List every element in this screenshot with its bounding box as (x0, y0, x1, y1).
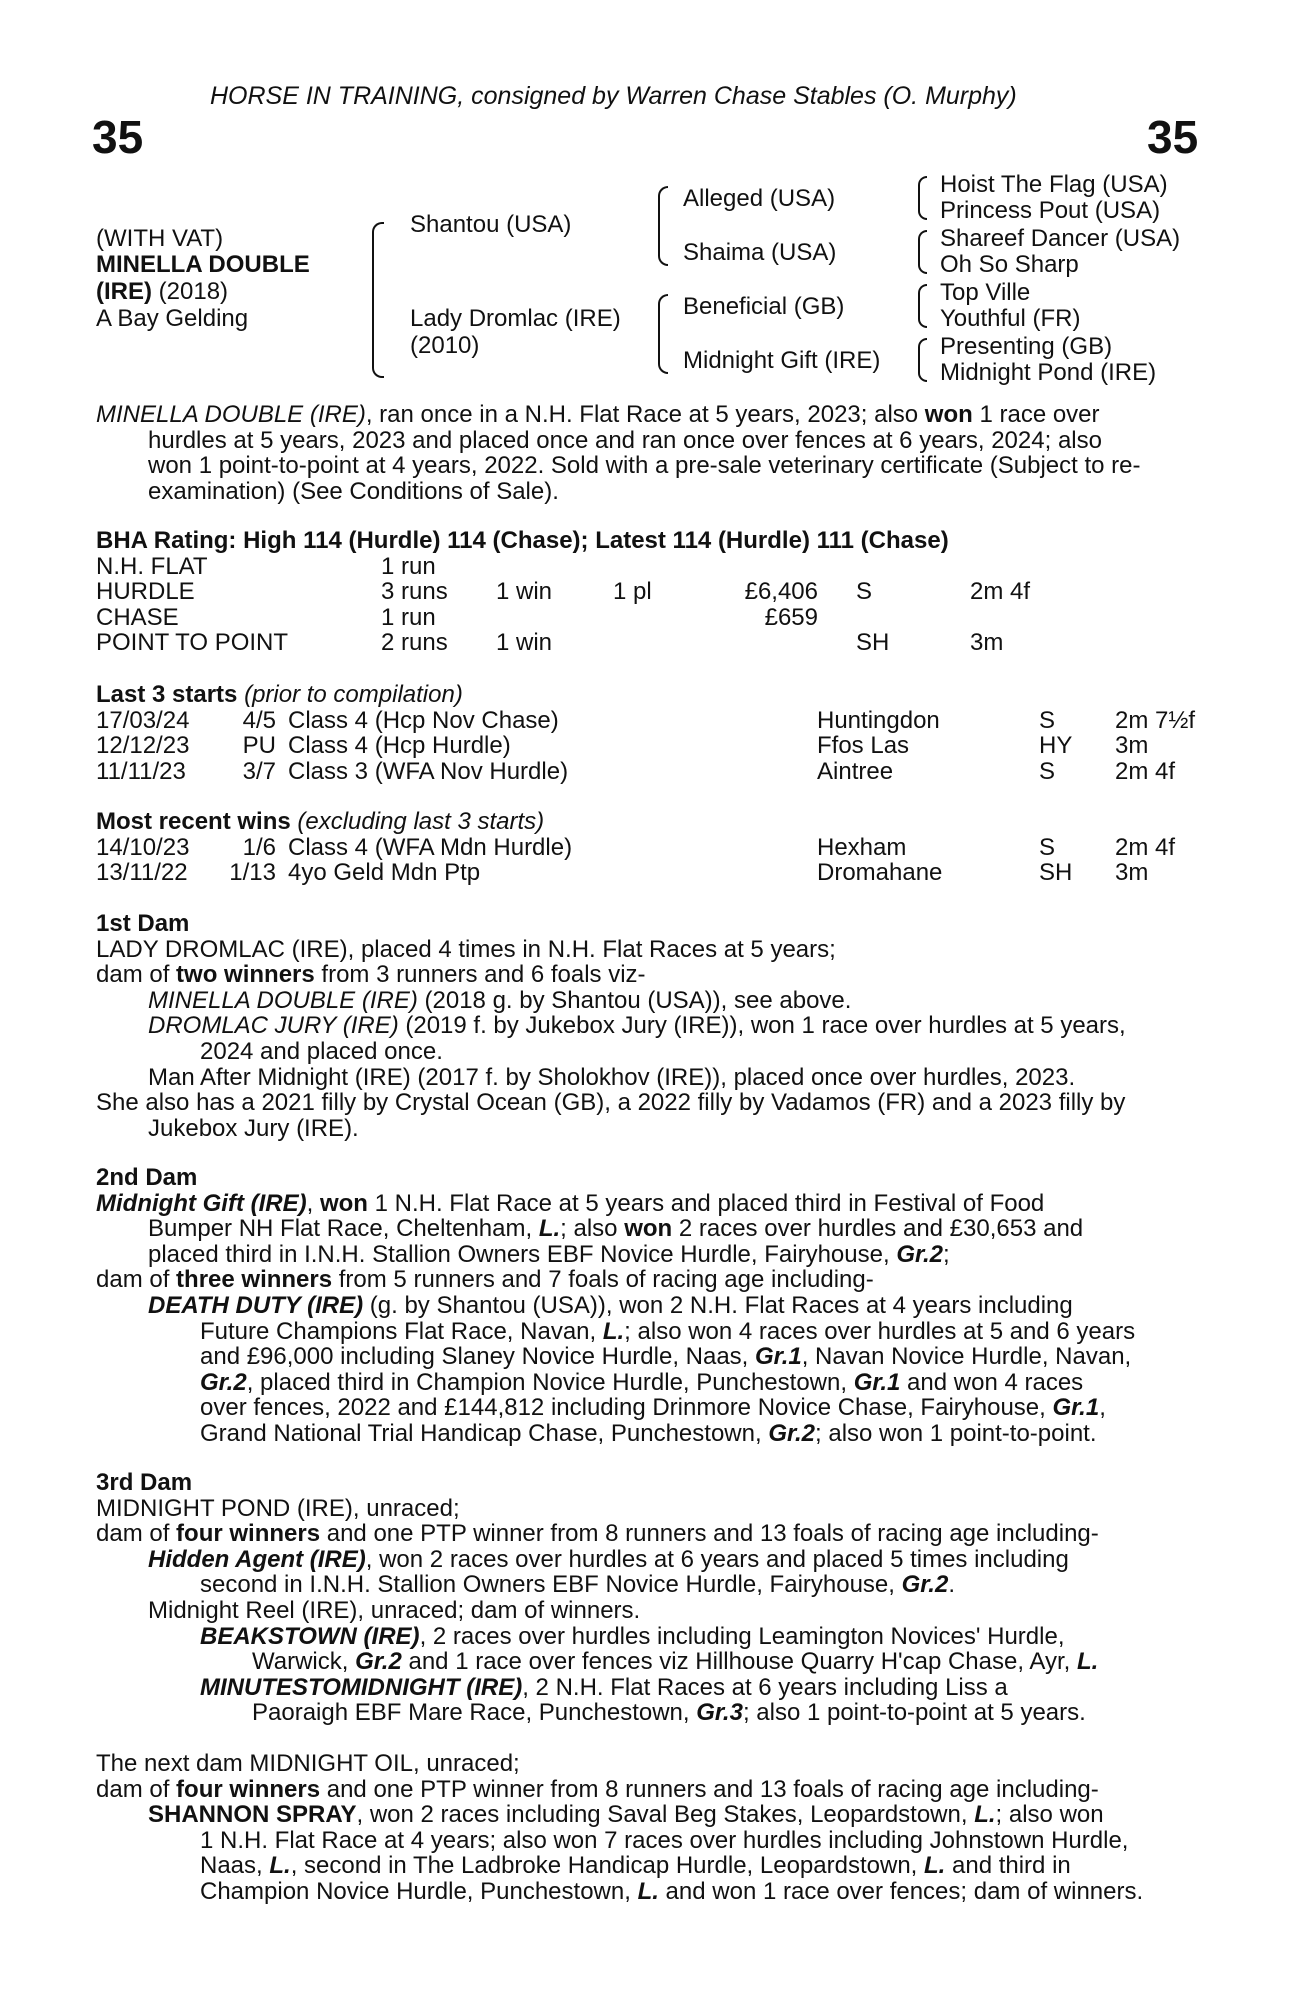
bracket-gen1 (372, 222, 384, 378)
text-line: Jukebox Jury (IRE). (148, 1114, 359, 1142)
horse-origin (96, 279, 228, 305)
grade: Gr.2 (355, 1648, 402, 1676)
cell-runs: 3 runs (381, 578, 448, 606)
text: , second in The Ladbroke Handicap Hurdle, Leopardstown, (290, 1852, 924, 1880)
cell-course: Hexham (817, 833, 907, 861)
text-line: 1 N.H. Flat Race at 4 years; also won 7 races over hurdles including Johnstown Hurdle, (200, 1826, 1129, 1854)
race-summary (96, 402, 1206, 504)
text: 1 race over (972, 401, 1100, 428)
text: , 2 races over hurdles including Leamington Novices' Hurdle, (419, 1622, 1065, 1650)
bracket-sire (658, 186, 668, 266)
cell-date: 17/03/24 (96, 706, 190, 734)
winner-name: Hidden Agent (IRE) (148, 1545, 366, 1573)
text: ; (943, 1240, 950, 1268)
rating-table (96, 554, 1206, 656)
cell-race: Class 3 (WFA Nov Hurdle) (288, 757, 569, 785)
cell-race: 4yo Geld Mdn Ptp (288, 859, 481, 887)
cell-dist: 3m (970, 629, 1004, 657)
cell-race: Class 4 (Hcp Nov Chase) (288, 706, 559, 734)
text-line: won 1 point-to-point at 4 years, 2022. Sold with a pre-sale veterinary certificate (Subject to re- (148, 452, 1141, 480)
cell-type: HURDLE (96, 578, 195, 606)
horse-description: A Bay Gelding (96, 305, 249, 332)
cell-date: 13/11/22 (96, 859, 188, 887)
cell-pos: 1/13 (229, 859, 276, 887)
cell-going: SH (856, 629, 890, 657)
recent-wins-heading: Most recent wins (96, 808, 291, 835)
text: Grand National Trial Handicap Chase, Punchestown, (200, 1419, 769, 1447)
lot-number-left: 35 (92, 111, 144, 163)
bracket-ggp-1 (918, 176, 927, 220)
winner-name: BEAKSTOWN (IRE) (200, 1622, 420, 1650)
text-line: Man After Midnight (IRE) (2017 f. by Sholokhov (IRE)), placed once over hurdles, 2023. (148, 1063, 1076, 1091)
text: Future Champions Flat Race, Navan, (200, 1317, 603, 1345)
text: 2 races over hurdles and £30,653 and (672, 1215, 1084, 1243)
great-grandparent: Shareef Dancer (USA) (940, 225, 1181, 252)
first-dam-section (96, 911, 1206, 1141)
grade: L. (1076, 1648, 1099, 1676)
cell-course: Ffos Las (817, 732, 910, 760)
second-dam-section (96, 1165, 1206, 1447)
bold-text: three winners (176, 1266, 333, 1294)
cell-course: Huntingdon (817, 706, 940, 734)
great-grandparent: Presenting (GB) (940, 333, 1113, 360)
cell-wins: 1 win (496, 629, 553, 657)
text: , Navan Novice Hurdle, Navan, (801, 1343, 1132, 1371)
horse-name: MINELLA DOUBLE (96, 251, 310, 278)
cell-pos: PU (242, 732, 276, 760)
text: ; also 1 point-to-point at 5 years. (742, 1699, 1086, 1727)
cell-dist: 3m (1115, 732, 1149, 760)
cell-date: 14/10/23 (96, 833, 190, 861)
text-line: MIDNIGHT POND (IRE), unraced; (96, 1494, 460, 1522)
bha-rating-section (96, 528, 1206, 656)
grade: L. (924, 1852, 946, 1880)
cell-date: 11/11/23 (96, 757, 186, 785)
vat-note: (WITH VAT) (96, 225, 224, 252)
second-dam-heading: 2nd Dam (96, 1164, 198, 1191)
text: placed third in I.N.H. Stallion Owners EBF Novice Hurdle, Fairyhouse, (148, 1240, 897, 1268)
dam-year: (2010) (410, 332, 480, 359)
cell-runs: 2 runs (381, 629, 448, 657)
cell-going: S (1039, 833, 1056, 861)
text: ; also won 1 point-to-point. (815, 1419, 1097, 1447)
grade: Gr.1 (755, 1343, 802, 1371)
text: ; also won (995, 1801, 1104, 1829)
text: and £96,000 including Slaney Novice Hurdle, Naas, (200, 1343, 756, 1371)
text: dam of (96, 1775, 177, 1803)
table-row (96, 605, 1206, 631)
text: , won 2 races over hurdles at 6 years and placed 5 times including (365, 1545, 1069, 1573)
third-dam-section (96, 1470, 1206, 1726)
horse-suffix: (IRE) (96, 278, 152, 305)
table-row (96, 630, 1206, 656)
grade: Gr.3 (696, 1699, 743, 1727)
grade: Gr.2 (768, 1419, 816, 1447)
great-grandparent: Oh So Sharp (940, 251, 1079, 278)
great-grandparent: Midnight Pond (IRE) (940, 359, 1157, 386)
cell-going: HY (1039, 732, 1073, 760)
great-grandparent: Hoist The Flag (USA) (940, 171, 1168, 198)
last-3-table (96, 708, 1206, 785)
text: and won 1 race over fences; dam of winners. (658, 1877, 1144, 1905)
cell-race: Class 4 (Hcp Hurdle) (288, 732, 511, 760)
text-line: The next dam MIDNIGHT OIL, unraced; (96, 1750, 520, 1777)
bracket-ggp-3 (918, 284, 927, 328)
text: over fences, 2022 and £144,812 including Drinmore Novice Chase, Fairyhouse, (200, 1394, 1053, 1422)
bha-rating-heading: BHA Rating: High 114 (Hurdle) 114 (Chase); Latest 114 (Hurdle) 111 (Chase) (96, 527, 949, 554)
cell-pos: 3/7 (242, 757, 276, 785)
text: (g. by Shantou (USA)), won 2 N.H. Flat Races at 4 years including (363, 1291, 1073, 1319)
text: Warwick, (252, 1648, 356, 1676)
winner-name: SHANNON SPRAY (148, 1801, 357, 1829)
lot-number-right: 35 (1147, 111, 1199, 163)
text: (2019 f. by Jukebox Jury (IRE)), won 1 race over hurdles at 5 years, (398, 1012, 1126, 1040)
bracket-ggp-4 (918, 338, 927, 382)
bracket-dam (658, 294, 668, 374)
grade: Gr.2 (896, 1240, 944, 1268)
granddam-paternal: Shaima (USA) (683, 239, 837, 266)
cell-type: POINT TO POINT (96, 629, 289, 657)
cell-course: Aintree (817, 757, 894, 785)
cell-wins: 1 win (496, 578, 553, 606)
text: and won 4 races (900, 1368, 1084, 1396)
text: , won 2 races including Saval Beg Stakes, Leopardstown, (356, 1801, 975, 1829)
recent-wins-note: (excluding last 3 starts) (290, 808, 545, 835)
grandsire-paternal: Alleged (USA) (683, 185, 836, 212)
text: Naas, (200, 1852, 270, 1880)
great-grandparent: Princess Pout (USA) (940, 197, 1161, 224)
cell-dist: 2m 4f (970, 578, 1031, 606)
cell-going: SH (1039, 859, 1073, 887)
cell-dist: 2m 4f (1115, 833, 1176, 861)
winner-name: MINUTESTOMIDNIGHT (IRE) (200, 1673, 523, 1701)
sire: Shantou (USA) (410, 211, 572, 238)
grade: L. (637, 1877, 659, 1905)
cell-race: Class 4 (WFA Mdn Hurdle) (288, 833, 573, 861)
granddam-maternal: Midnight Gift (IRE) (683, 347, 881, 374)
third-dam-heading: 3rd Dam (96, 1469, 193, 1496)
text: second in I.N.H. Stallion Owners EBF Novice Hurdle, Fairyhouse, (200, 1571, 902, 1599)
text: and one PTP winner from 8 runners and 13 foals of racing age including- (320, 1520, 1099, 1548)
last-3-heading: Last 3 starts (96, 681, 238, 708)
table-row (96, 554, 1206, 580)
grade: Gr.2 (200, 1368, 247, 1396)
text: 1 N.H. Flat Race at 5 years and placed third in Festival of Food (367, 1189, 1045, 1217)
winner-name: DEATH DUTY (IRE) (148, 1291, 364, 1319)
next-dam-section (96, 1751, 1206, 1905)
text: from 5 runners and 7 foals of racing age including- (332, 1266, 874, 1294)
cell-pos: 4/5 (242, 706, 276, 734)
bold-text: two winners (176, 961, 315, 989)
cell-pos: 1/6 (242, 833, 276, 861)
recent-wins-table (96, 835, 1206, 886)
text: dam of (96, 1266, 177, 1294)
table-row (96, 759, 1206, 785)
page-title: HORSE IN TRAINING, consigned by Warren Chase Stables (O. Murphy) (210, 82, 1017, 110)
text: and 1 race over fences viz Hillhouse Quarry H'cap Chase, Ayr, (401, 1648, 1077, 1676)
last-3-note: (prior to compilation) (237, 681, 463, 708)
table-row (96, 860, 1206, 886)
great-grandparent: Youthful (FR) (940, 305, 1081, 332)
cell-date: 12/12/23 (96, 732, 190, 760)
cell-runs: 1 run (381, 603, 436, 631)
text: Bumper NH Flat Race, Cheltenham, (148, 1215, 539, 1243)
winner-name: Midnight Gift (IRE) (96, 1189, 307, 1217)
text: , (306, 1189, 320, 1217)
text-line: She also has a 2021 filly by Crystal Ocean (GB), a 2022 filly by Vadamos (FR) and a 2023 filly by (96, 1089, 1126, 1117)
cell-money: £6,406 (744, 578, 818, 606)
grandsire-maternal: Beneficial (GB) (683, 293, 845, 320)
text: Champion Novice Hurdle, Punchestown, (200, 1877, 638, 1905)
text: , (1099, 1394, 1106, 1422)
text: ; also won 4 races over hurdles at 5 and 6 years (624, 1317, 1136, 1345)
text: and third in (945, 1852, 1071, 1880)
bracket-ggp-2 (918, 230, 927, 274)
grade: L. (602, 1317, 625, 1345)
italic-name: DROMLAC JURY (IRE) (148, 1012, 399, 1040)
cell-going: S (856, 578, 873, 606)
text-line: LADY DROMLAC (IRE), placed 4 times in N.H. Flat Races at 5 years; (96, 935, 836, 963)
cell-type: CHASE (96, 603, 179, 631)
cell-going: S (1039, 757, 1056, 785)
text: dam of (96, 961, 177, 989)
text: , ran once in a N.H. Flat Race at 5 years, 2023; also (365, 401, 925, 428)
won-bold: won (624, 1215, 673, 1243)
text: ; also (560, 1215, 625, 1243)
text: from 3 runners and 6 foals viz- (314, 961, 646, 989)
cell-dist: 3m (1115, 859, 1149, 887)
table-row (96, 835, 1206, 861)
text: , placed third in Champion Novice Hurdle, Punchestown, (246, 1368, 854, 1396)
grade: Gr.2 (901, 1571, 949, 1599)
text-line: Midnight Reel (IRE), unraced; dam of winners. (148, 1596, 641, 1624)
last-3-starts-section (96, 682, 1206, 784)
great-grandparent: Top Ville (940, 279, 1031, 306)
won-bold: won (319, 1189, 368, 1217)
grade: L. (538, 1215, 561, 1243)
cell-dist: 2m 7½f (1115, 706, 1196, 734)
italic-name: MINELLA DOUBLE (IRE) (148, 986, 418, 1014)
text: , 2 N.H. Flat Races at 6 years including Liss a (522, 1673, 1008, 1701)
horse-name-italic: MINELLA DOUBLE (IRE) (96, 401, 366, 428)
won-bold: won (924, 401, 973, 428)
text: Paoraigh EBF Mare Race, Punchestown, (252, 1699, 697, 1727)
text-line: examination) (See Conditions of Sale). (148, 477, 559, 505)
text: and one PTP winner from 8 runners and 13 foals of racing age including- (320, 1775, 1099, 1803)
cell-type: N.H. FLAT (96, 552, 208, 580)
text: (2018 g. by Shantou (USA)), see above. (417, 986, 852, 1014)
text-line: 2024 and placed once. (200, 1037, 443, 1065)
cell-course: Dromahane (817, 859, 943, 887)
cell-pl: 1 pl (613, 578, 652, 606)
grade: L. (269, 1852, 291, 1880)
horse-year: (2018) (158, 278, 229, 305)
dam: Lady Dromlac (IRE) (410, 305, 621, 332)
text-line: hurdles at 5 years, 2023 and placed once and ran once over fences at 6 years, 2024; also (148, 426, 1102, 454)
table-row (96, 733, 1206, 759)
bold-text: four winners (176, 1520, 321, 1548)
bold-text: four winners (176, 1775, 321, 1803)
cell-runs: 1 run (381, 552, 436, 580)
cell-going: S (1039, 706, 1056, 734)
grade: L. (974, 1801, 996, 1829)
cell-dist: 2m 4f (1115, 757, 1176, 785)
recent-wins-section (96, 809, 1206, 886)
text: dam of (96, 1520, 177, 1548)
cell-money: £659 (764, 603, 818, 631)
grade: Gr.1 (853, 1368, 901, 1396)
first-dam-heading: 1st Dam (96, 910, 190, 937)
table-row (96, 708, 1206, 734)
text: . (948, 1571, 955, 1599)
grade: Gr.1 (1052, 1394, 1100, 1422)
table-row (96, 579, 1206, 605)
